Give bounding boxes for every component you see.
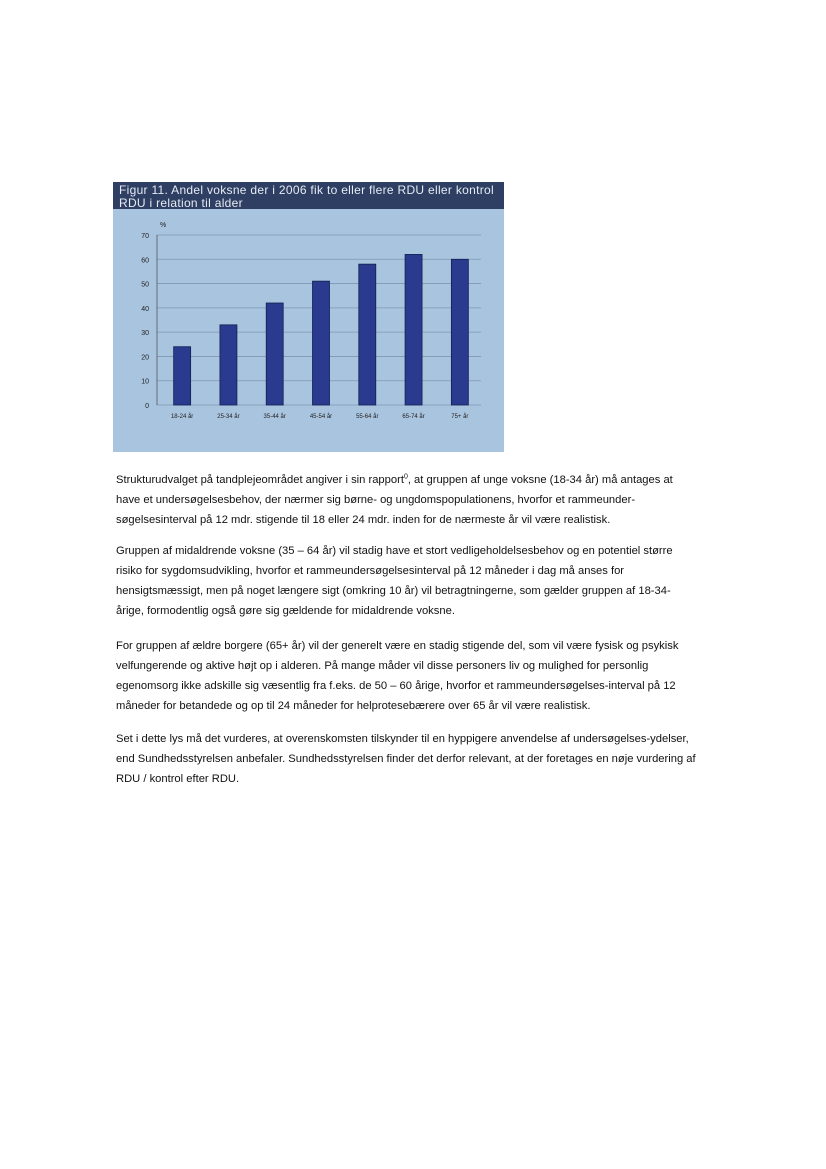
- x-tick-label: 55-64 år: [356, 414, 379, 420]
- y-tick-label: 30: [141, 330, 149, 338]
- y-tick-label: 50: [141, 281, 149, 289]
- x-tick-label: 25-34 år: [217, 414, 240, 420]
- y-tick-label: 10: [141, 378, 149, 386]
- bar-6574r: [405, 254, 422, 405]
- x-tick-label: 35-44 år: [263, 414, 286, 420]
- figure-title: Figur 11. Andel voksne der i 2006 fik to eller flere RDU eller kontrol RDU i relation til alder: [113, 182, 504, 209]
- paragraph-1-text-b: , at gruppen af unge voksne (18-34 år) må antages at have et undersøgelsesbehov, der nærmer sig børne- og ungdomspopulationens, hvorfor et rammeunder-søgelsesinterval på 12 mdr. stigende til 18 eller 24 mdr. inden for de nærmeste år vil være realistisk.: [116, 474, 673, 526]
- y-tick-label: 40: [141, 305, 149, 313]
- paragraph-3: For gruppen af ældre borgere (65+ år) vil der generelt være en stadig stigende del, som vil være fysisk og psykisk velfungerende og aktive højt op i alderen. På mange måder vil disse personers liv og mulighed for personlig egenomsorg ikke adskille sig væsentlig fra f.eks. de 50 – 60 årige, hvorfor et rammeundersøgelses-interval på 12 måneder for betandede og op til 24 måneder for helprotesebærere over 65 år vil være realistisk.: [116, 640, 679, 712]
- bar-chart: [113, 209, 504, 452]
- paragraph-2: Gruppen af midaldrende voksne (35 – 64 år) vil stadig have et stort vedligeholdelsesbehov og en potentiel større risiko for sygdomsudvikling, hvorfor et rammeundersøgelsesinterval på 12 måneder i dag må anses for hensigtsmæssigt, men på noget længere sigt (omkring 10 år) vil betragtningerne, som gælder gruppen af 18-34-årige, formodentlig også gøre sig gældende for midaldrende voksne.: [116, 545, 673, 617]
- y-tick-label: 20: [141, 354, 149, 362]
- bar-4554r: [313, 281, 330, 405]
- x-tick-label: 75+ år: [451, 414, 469, 420]
- bar-1824r: [174, 347, 191, 405]
- footnote-marker: 0: [403, 473, 408, 481]
- bar-2534r: [220, 325, 237, 405]
- bar-5564r: [359, 264, 376, 405]
- x-tick-label: 65-74 år: [402, 414, 425, 420]
- paragraph-1-text-a: Strukturudvalget på tandplejeområdet angiver i sin rapport: [116, 474, 404, 486]
- y-tick-label: 0: [145, 403, 149, 410]
- figure-11: [113, 182, 504, 452]
- x-tick-label: 18-24 år: [170, 414, 194, 420]
- y-tick-label: 60: [141, 257, 149, 265]
- x-tick-label: 45-54 år: [309, 414, 333, 420]
- paragraph-4: Set i dette lys må det vurderes, at overenskomsten tilskynder til en hyppigere anvendelse af undersøgelses-ydelser, end Sundhedsstyrelsen anbefaler. Sundhedsstyrelsen finder det derfor relevant, at der foretages en nøje vurdering af RDU / kontrol efter RDU.: [116, 733, 696, 785]
- y-tick-label: 70: [141, 233, 149, 240]
- bar-75+r: [451, 259, 468, 405]
- paragraph-1: [116, 470, 696, 530]
- bar-3544r: [266, 303, 283, 405]
- y-axis-unit-label: %: [160, 222, 167, 229]
